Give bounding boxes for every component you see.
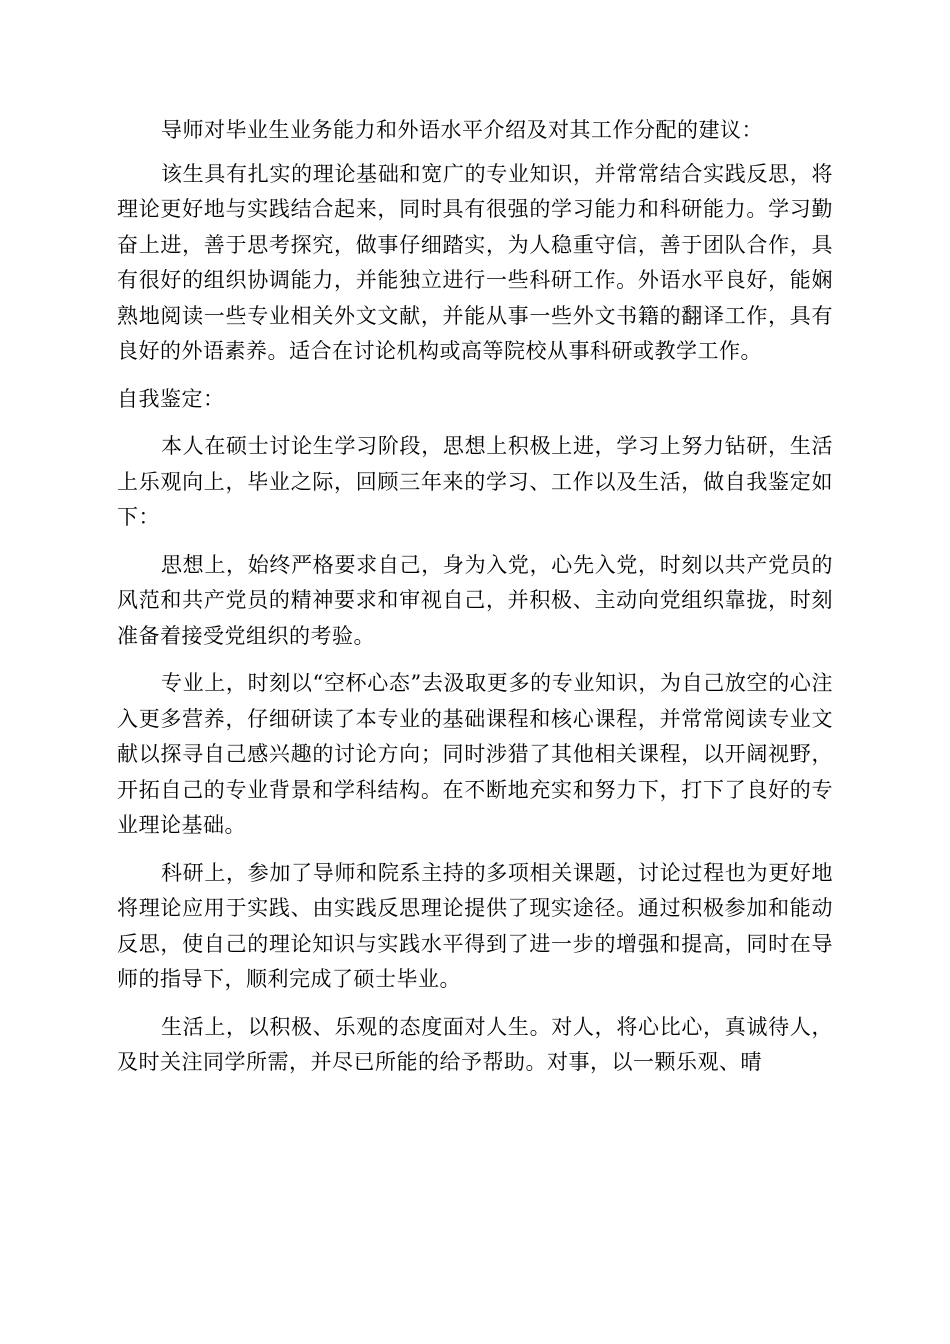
professional-paragraph: 专业上，时刻以“空杯心态”去汲取更多的专业知识，为自己放空的心注入更多营养，仔细研读了本专业的基础课程和核心课程，并常常阅读专业文献以探寻自己感兴趣的讨论方向；同时涉猎了其他相关课程，以开阔视野，开拓自己的专业背景和学科结构。在不断地充实和努力下，打下了良好的专业理论基础。: [117, 671, 833, 837]
self-assessment-heading: 自我鉴定：: [117, 386, 225, 411]
ideology-paragraph: 思想上，始终严格要求自己，身为入党，心先入党，时刻以共产党员的风范和共产党员的精神要求和审视自己，并积极、主动向党组织靠拢，时刻准备着接受党组织的考验。: [117, 552, 833, 648]
self-assessment-intro-paragraph: 本人在硕士讨论生学习阶段，思想上积极上进，学习上努力钻研，生活上乐观向上，毕业之际，回顾三年来的学习、工作以及生活，做自我鉴定如下：: [117, 434, 833, 529]
document-page: [117, 113, 833, 1081]
tutor-comment-paragraph: 该生具有扎实的理论基础和宽广的专业知识，并常常结合实践反思，将理论更好地与实践结合起来，同时具有很强的学习能力和科研能力。学习勤奋上进，善于思考探究，做事仔细踏实，为人稳重守信，善于团队合作，具有很好的组织协调能力，并能独立进行一些科研工作。外语水平良好，能娴熟地阅读一些专业相关外文文献，并能从事一些外文书籍的翻译工作，具有良好的外语素养。适合在讨论机构或高等院校从事科研或教学工作。: [117, 161, 833, 363]
tutor-heading: 导师对毕业生业务能力和外语水平介绍及对其工作分配的建议：: [161, 118, 763, 142]
research-paragraph: 科研上，参加了导师和院系主持的多项相关课题，讨论过程也为更好地将理论应用于实践、由实践反思理论提供了现实途径。通过积极参加和能动反思，使自己的理论知识与实践水平得到了进一步的增强和提高，同时在导师的指导下，顺利完成了硕士毕业。: [117, 860, 833, 991]
life-paragraph: 生活上，以积极、乐观的态度面对人生。对人，将心比心，真诚待人，及时关注同学所需，并尽已所能的给予帮助。对事，以一颗乐观、晴: [117, 1014, 833, 1074]
